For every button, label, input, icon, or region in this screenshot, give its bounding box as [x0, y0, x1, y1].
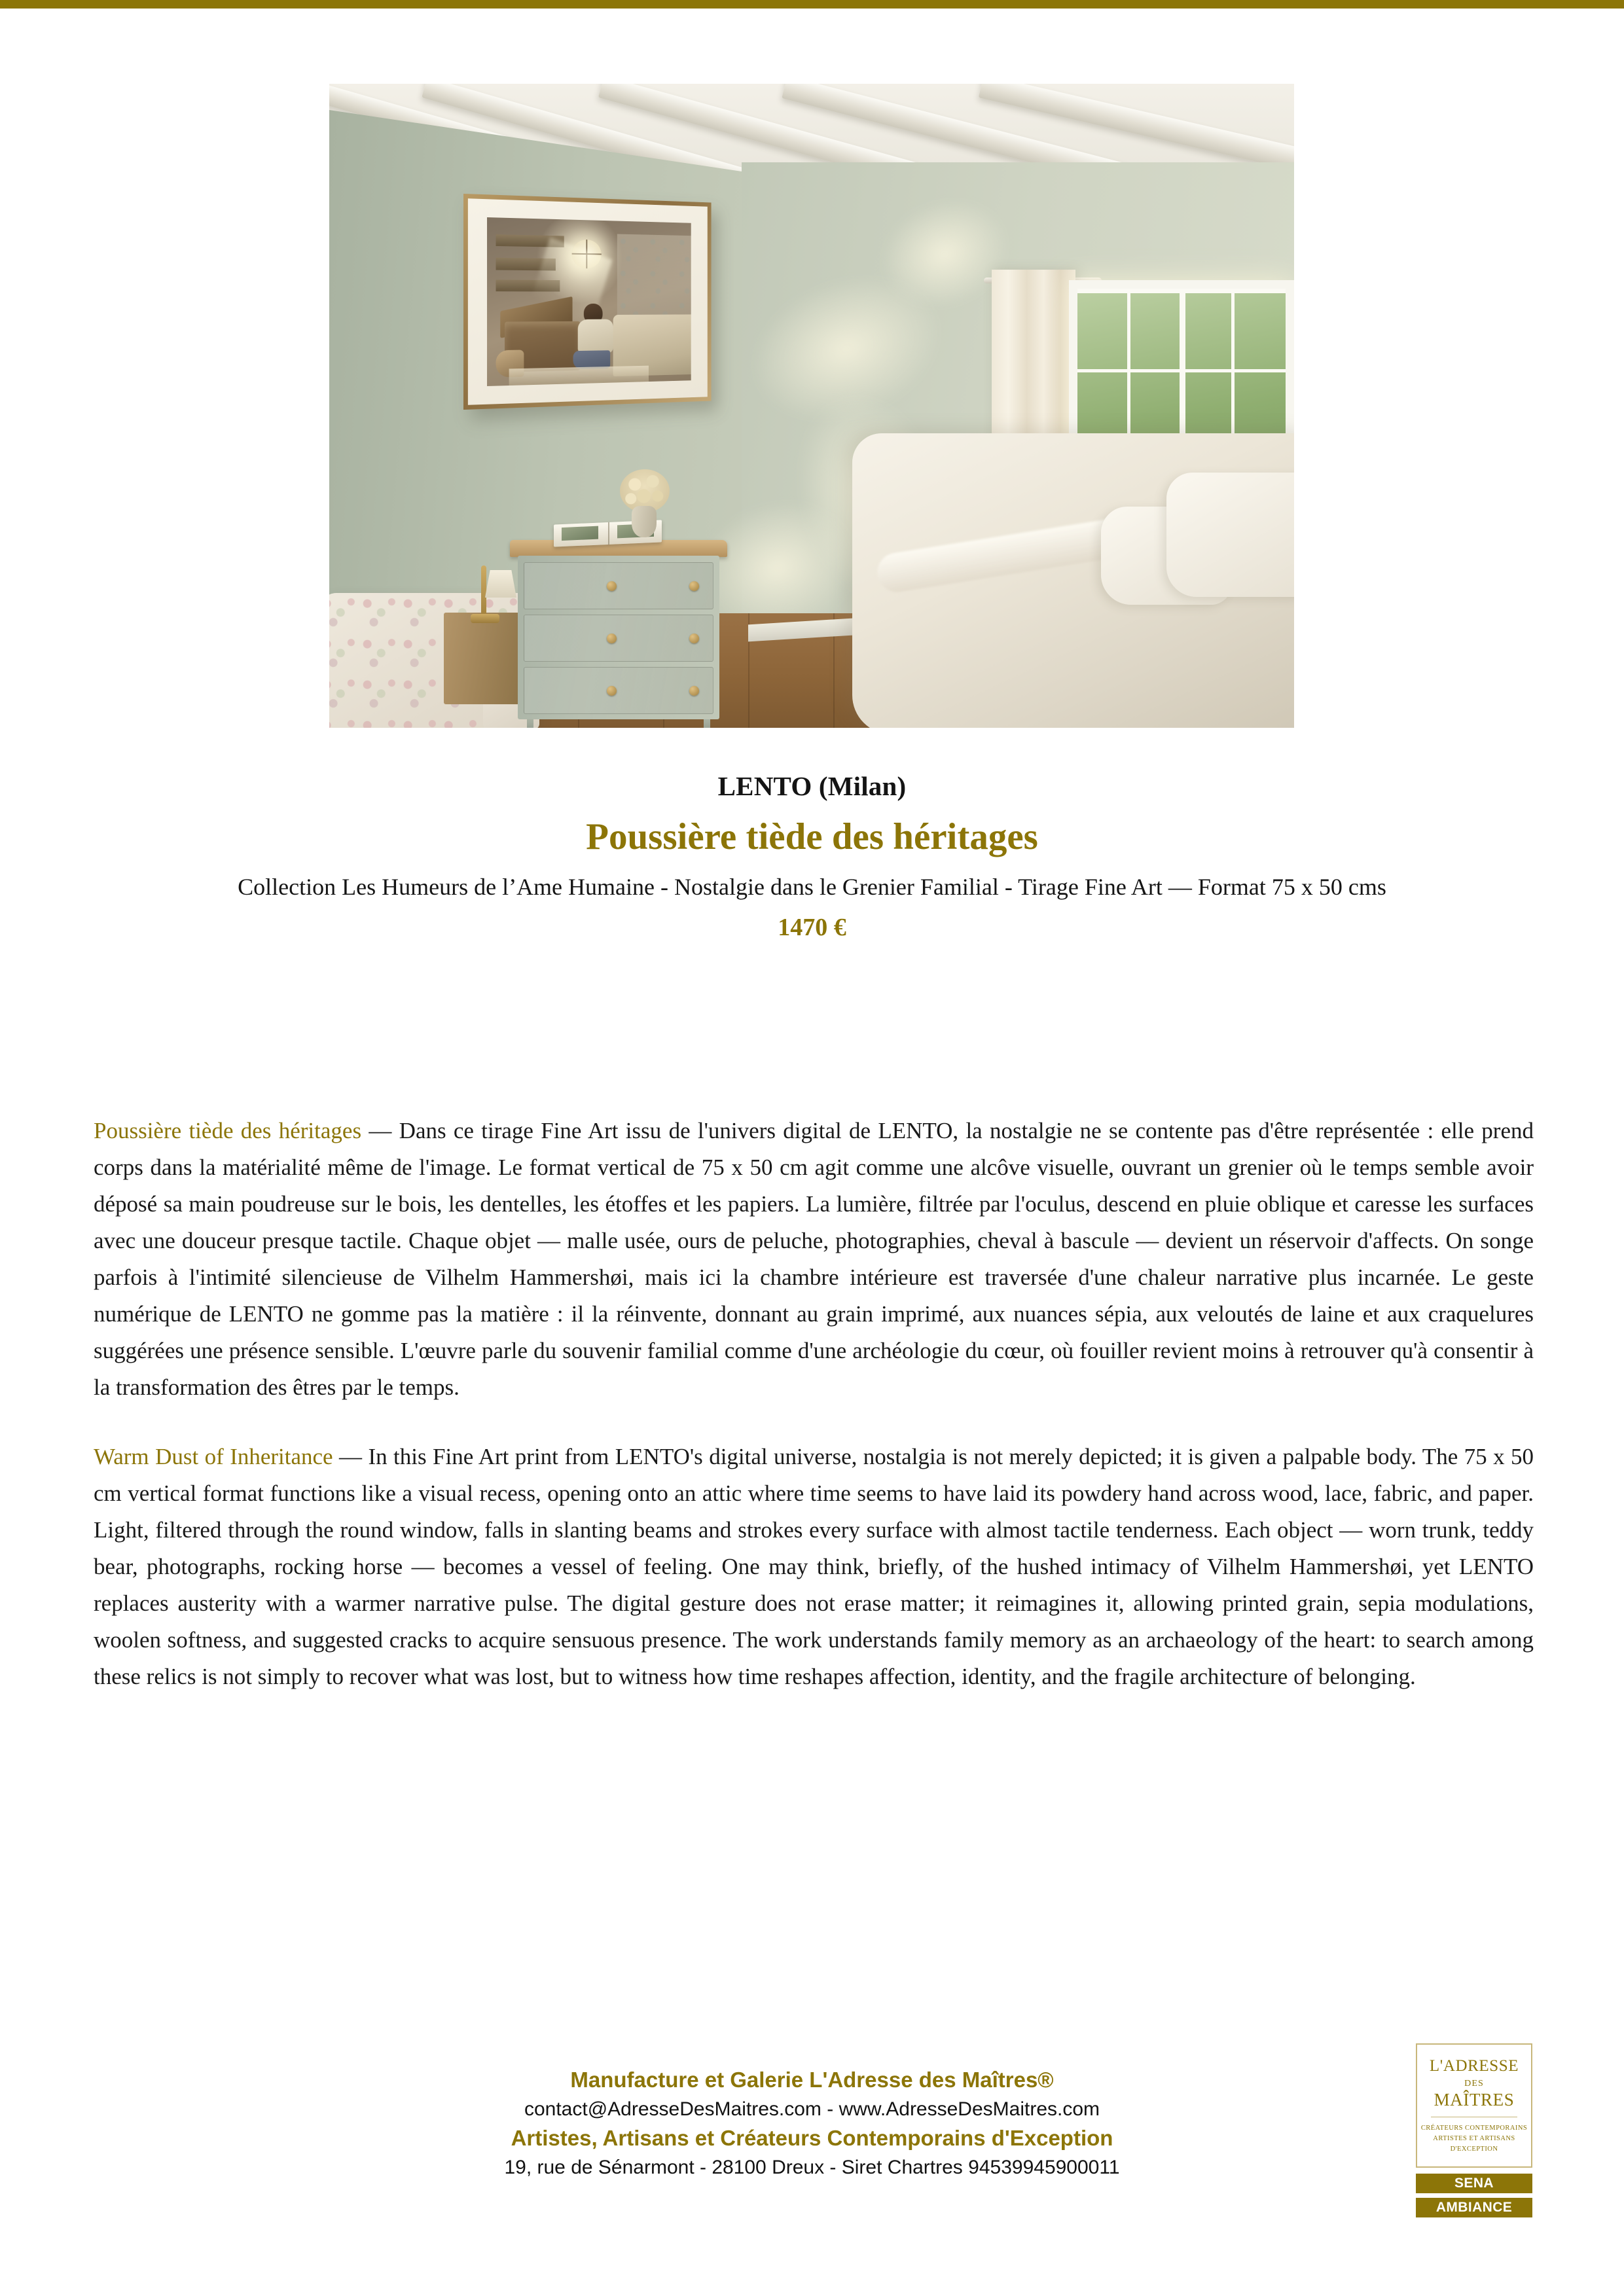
footer — [0, 2065, 1624, 2182]
bed — [852, 433, 1294, 728]
paragraph-english — [94, 1439, 1534, 1695]
paragraph-french-text: — Dans ce tirage Fine Art issu de l'univers digital de LENTO, la nostalgie ne se contente pas d'être représentée : elle prend corps dans la matérialité même de l'image. Le format vertical de 75 x 50 cm agit comme une alcôve visuelle, ouvrant un grenier où le temps semble avoir déposé sa main poudreuse sur le bois, les dentelles, les étoffes et les papiers. La lumière, filtrée par l'oculus, descend en pluie oblique et caresse les surfaces avec une douceur presque tactile. Chaque objet — malle usée, ours de peluche, photographies, cheval à bascule — devient un réservoir d'affects. On songe parfois à l'intimité silencieuse de Vilhelm Hammershøi, mais ici la chambre intérieure est traversée d'une chaleur narrative plus incarnée. Le geste numérique de LENTO ne gomme pas la matière : il la réinvente, donnant au grain imprimé, aux nuances sépia, aux veloutés de laine et aux craquelures suggérées une présence sensible. L'œuvre parle du souvenir familial comme d'une archéologie du cœur, où fouiller revient moins à retrouver qu'à consentir à la transformation des êtres par le temps. — [94, 1118, 1534, 1400]
logo-line-2: DES — [1464, 2079, 1484, 2089]
logo-subtitle-3: D'EXCEPTION — [1450, 2145, 1498, 2153]
top-gold-rule — [0, 0, 1624, 9]
framed-artwork — [463, 194, 712, 410]
table-lamp-shade — [485, 570, 516, 598]
logo-line-3: MAÎTRES — [1434, 2090, 1515, 2109]
artwork-mat — [468, 198, 708, 405]
adresse-des-maitres-logo — [1416, 2043, 1532, 2168]
footer-tagline: Artistes, Artisans et Créateurs Contemporains d'Exception — [511, 2126, 1113, 2151]
artist-name: LENTO (Milan) — [717, 771, 907, 801]
logo-subtitle-2: ARTISTES ET ARTISANS — [1433, 2135, 1515, 2143]
nightstand — [444, 613, 522, 704]
logo-subtitle-1: CRÉATEURS CONTEMPORAINS — [1420, 2125, 1528, 2132]
ceramic-vase — [632, 506, 657, 537]
room-scene — [329, 84, 1294, 728]
footer-address: 19, rue de Sénarmont - 28100 Dreux - Siret Chartres 94539945900011 — [504, 2157, 1120, 2179]
chest-of-drawers — [518, 540, 719, 728]
paragraph-french — [94, 1113, 1534, 1406]
collection-subtitle: Collection Les Humeurs de l’Ame Humaine - Nostalgie dans le Grenier Familial - Tirage Fine Art — Format 75 x 50 cms — [238, 873, 1386, 900]
footer-contact[interactable]: contact@AdresseDesMaitres.com - www.AdresseDesMaitres.com — [524, 2098, 1100, 2120]
attic-scene-canvas — [487, 217, 691, 386]
page-title: Poussière tiède des héritages — [586, 816, 1038, 858]
logo-line-1: L'ADRESSE — [1429, 2057, 1519, 2075]
table-lamp-stem — [481, 565, 486, 617]
artwork-photo — [329, 84, 1294, 728]
brand-logo-area — [1416, 2043, 1547, 2217]
footer-company-name: Manufacture et Galerie L'Adresse des Maîtres® — [570, 2068, 1054, 2092]
badge-ambiance: AMBIANCE — [1416, 2198, 1532, 2217]
paragraph-french-lead: Poussière tiède des héritages — [94, 1118, 362, 1143]
title-block — [0, 770, 1624, 944]
paragraph-english-text: — In this Fine Art print from LENTO's digital universe, nostalgia is not merely depicted; it is given a palpable body. The 75 x 50 cm vertical format functions like a visual recess, opening onto an attic where time seems to have laid its powdery hand across wood, lace, fabric, and paper. Light, filtered through the round window, falls in slanting beams and strokes every surface with almost tactile tenderness. Each object — worn trunk, teddy bear, photographs, rocking horse — becomes a vessel of feeling. One may think, briefly, of the hushed intimacy of Vilhelm Hammershøi, yet LENTO replaces austerity with a warmer narrative pulse. The digital gesture does not erase matter; it reimagines it, allowing printed grain, sepia modulations, woolen softness, and suggested cracks to acquire sensuous presence. The work understands family memory as an archaeology of the heart: to search among these relics is not simply to recover what was lost, but to witness how time reshapes affection, identity, and the fragile architecture of belonging. — [94, 1444, 1534, 1689]
badge-sena: SENA — [1416, 2174, 1532, 2193]
table-lamp-base — [471, 614, 499, 623]
price: 1470 € — [778, 913, 846, 941]
paragraph-english-lead: Warm Dust of Inheritance — [94, 1444, 333, 1469]
description-body — [94, 1113, 1534, 1728]
